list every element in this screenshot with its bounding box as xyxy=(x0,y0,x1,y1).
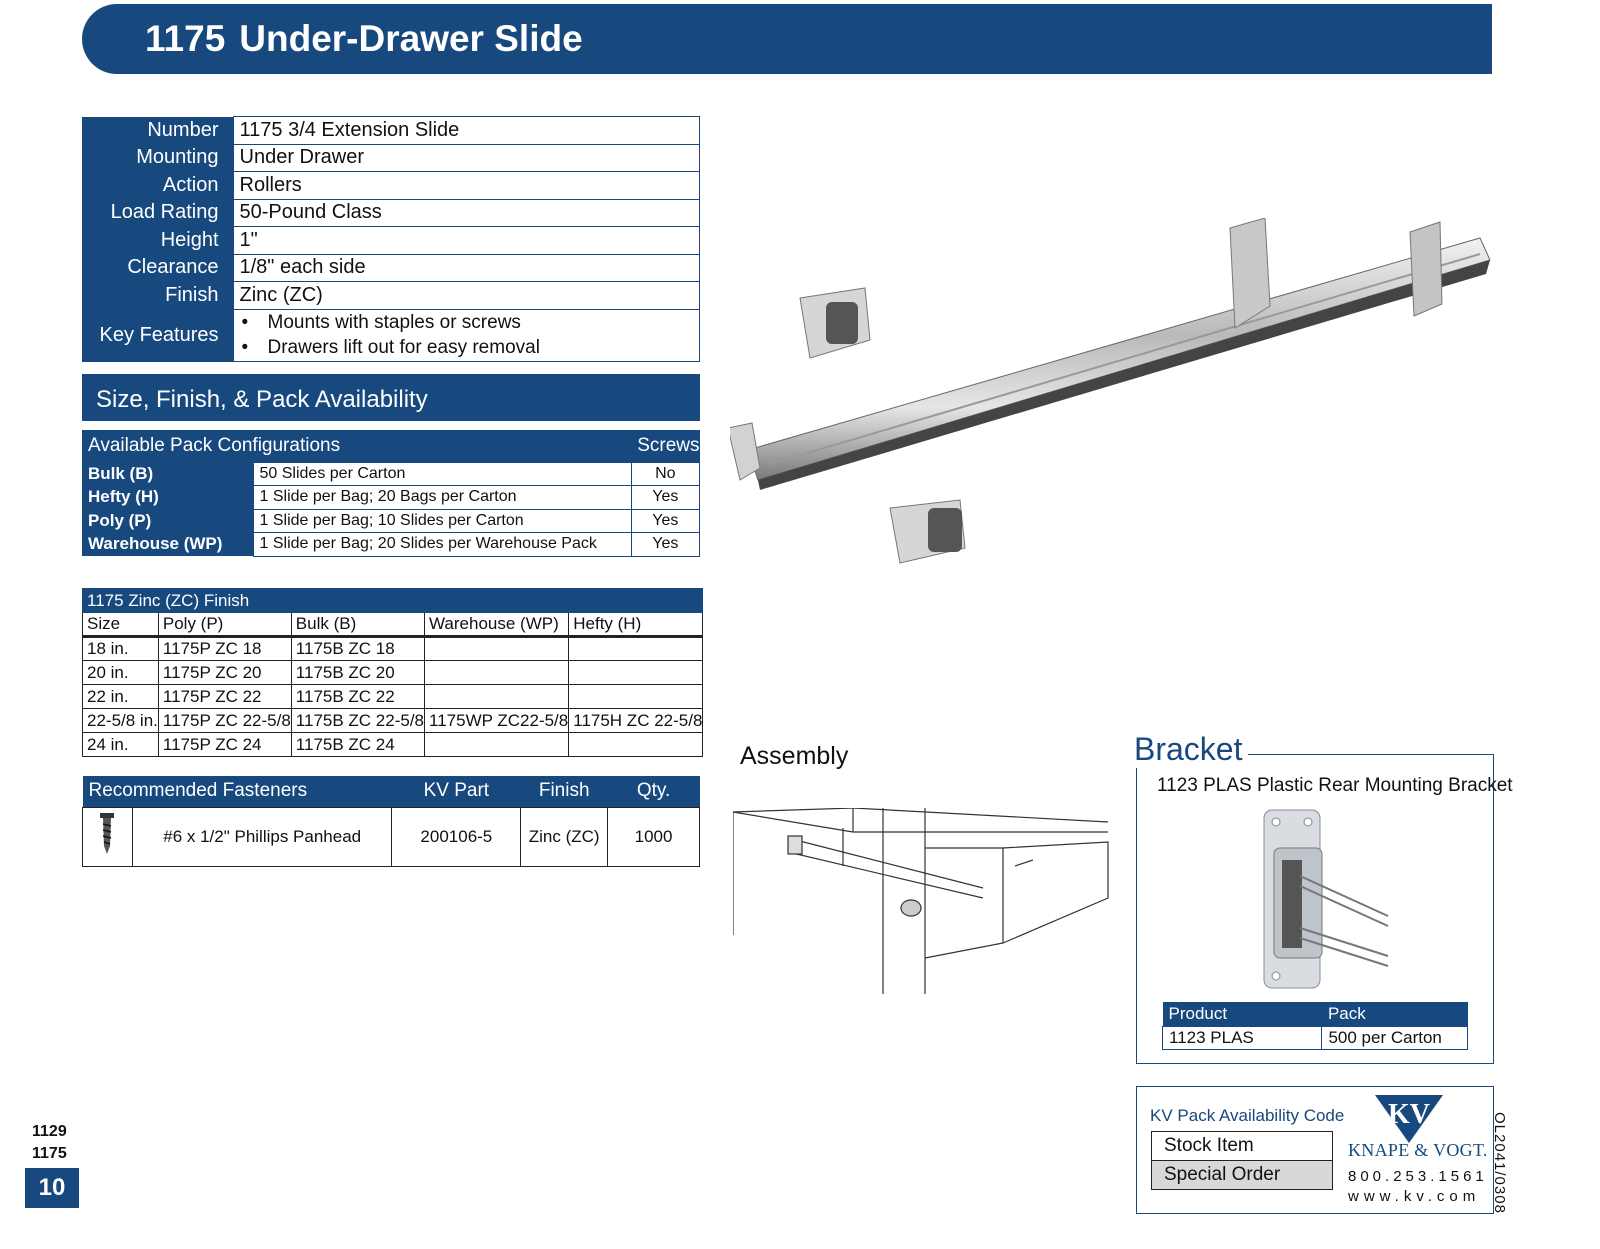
spec-value: 50-Pound Class xyxy=(233,199,700,227)
pack-table xyxy=(82,430,700,557)
table-cell: 1175B ZC 18 xyxy=(291,637,424,661)
table-cell xyxy=(425,661,569,685)
table-row xyxy=(83,807,700,866)
table-row xyxy=(83,637,703,661)
table-row xyxy=(83,685,703,709)
spec-label: Height xyxy=(82,227,233,255)
stock-item-label: Stock Item xyxy=(1152,1132,1333,1161)
availability-legend xyxy=(1151,1131,1333,1190)
fastener-part: 200106-5 xyxy=(392,807,521,866)
table-cell: 1175P ZC 24 xyxy=(158,733,291,757)
table-cell xyxy=(569,733,703,757)
table-cell xyxy=(425,637,569,661)
kv-code-title: KV Pack Availability Code xyxy=(1150,1106,1345,1125)
pack-desc: 50 Slides per Carton xyxy=(253,462,631,486)
column-header: Hefty (H) xyxy=(569,613,703,637)
spec-row xyxy=(82,254,700,282)
screw-icon xyxy=(83,807,133,866)
spec-label: Load Rating xyxy=(82,199,233,227)
table-cell xyxy=(569,637,703,661)
kv-part-header: KV Part xyxy=(392,776,521,807)
table-cell: 1175WP ZC22-5/8 xyxy=(425,709,569,733)
pack-screws: Yes xyxy=(631,533,699,557)
pack-name: Bulk (B) xyxy=(82,462,253,486)
page-title xyxy=(145,18,583,60)
spec-label: Key Features xyxy=(82,309,233,361)
spec-value: Rollers xyxy=(233,172,700,200)
column-header: Warehouse (WP) xyxy=(425,613,569,637)
table-cell: 22-5/8 in. xyxy=(83,709,159,733)
kv-logo-icon xyxy=(1375,1093,1443,1145)
pack-name: Warehouse (WP) xyxy=(82,533,253,557)
spec-table xyxy=(82,116,700,362)
qty-header: Qty. xyxy=(608,776,700,807)
column-header: Bulk (B) xyxy=(291,613,424,637)
spec-label: Action xyxy=(82,172,233,200)
column-header: Poly (P) xyxy=(158,613,291,637)
pack-desc: 1 Slide per Bag; 10 Slides per Carton xyxy=(253,509,631,533)
pack-desc: 1 Slide per Bag; 20 Slides per Warehouse Pack xyxy=(253,533,631,557)
screws-header: Screws xyxy=(631,430,699,462)
table-cell: 1175B ZC 20 xyxy=(291,661,424,685)
fastener-desc: #6 x 1/2" Phillips Panhead xyxy=(132,807,392,866)
fastener-finish: Zinc (ZC) xyxy=(521,807,608,866)
product-title: Under-Drawer Slide xyxy=(239,18,583,59)
legend-special xyxy=(1152,1161,1333,1190)
bracket-table xyxy=(1162,1002,1468,1050)
feature-item: • Mounts with staples or screws xyxy=(240,310,700,335)
table-row xyxy=(82,462,700,486)
pack-screws: Yes xyxy=(631,486,699,510)
slide-product-image xyxy=(730,218,1510,598)
bracket-pack: 500 per Carton xyxy=(1322,1026,1468,1049)
footer-ref-1175: 1175 xyxy=(32,1145,67,1162)
spec-row-key-features xyxy=(82,309,700,361)
column-header: Size xyxy=(83,613,159,637)
spec-value: Zinc (ZC) xyxy=(233,282,700,310)
table-row xyxy=(1163,1026,1468,1049)
spec-row xyxy=(82,282,700,310)
product-header: Product xyxy=(1163,1002,1322,1026)
key-features-list xyxy=(233,309,700,361)
kv-logo-text: KV xyxy=(1388,1099,1430,1130)
bracket-subtitle: 1123 PLAS Plastic Rear Mounting Bracket xyxy=(1157,775,1513,796)
section-title: Size, Finish, & Pack Availability xyxy=(96,386,428,413)
table-row xyxy=(82,533,700,557)
page-number: 10 xyxy=(25,1168,79,1208)
table-row xyxy=(82,486,700,510)
bracket-title: Bracket xyxy=(1134,731,1248,768)
spec-row xyxy=(82,199,700,227)
table-cell: 1175B ZC 22-5/8 xyxy=(291,709,424,733)
table-cell: 1175B ZC 22 xyxy=(291,685,424,709)
kv-brand: KNAPE & VOGT. xyxy=(1348,1140,1488,1160)
spec-label: Number xyxy=(82,117,233,145)
footer-ref-1129: 1129 xyxy=(32,1123,67,1140)
spec-value: 1/8" each side xyxy=(233,254,700,282)
table-cell: 1175P ZC 18 xyxy=(158,637,291,661)
table-cell: 20 in. xyxy=(83,661,159,685)
spec-label: Clearance xyxy=(82,254,233,282)
legend-stock xyxy=(1152,1132,1333,1161)
table-cell: 18 in. xyxy=(83,637,159,661)
table-cell: 1175P ZC 22 xyxy=(158,685,291,709)
assembly-illustration xyxy=(733,808,1111,994)
fasteners-header: Recommended Fasteners xyxy=(83,776,392,807)
spec-row xyxy=(82,227,700,255)
table-cell xyxy=(569,685,703,709)
fasteners-table xyxy=(82,776,700,867)
table-cell xyxy=(425,733,569,757)
spec-row xyxy=(82,117,700,145)
table-cell: 1175P ZC 22-5/8 xyxy=(158,709,291,733)
table-cell xyxy=(569,661,703,685)
table-cell xyxy=(425,685,569,709)
doc-code: OL2041/0308 xyxy=(1491,1112,1508,1214)
table-row xyxy=(83,733,703,757)
table-row xyxy=(83,661,703,685)
spec-label: Mounting xyxy=(82,144,233,172)
pack-header: Available Pack Configurations xyxy=(82,430,631,462)
table-cell: 1175P ZC 20 xyxy=(158,661,291,685)
finish-header: Finish xyxy=(521,776,608,807)
spec-row xyxy=(82,144,700,172)
assembly-label: Assembly xyxy=(740,742,849,770)
bracket-product: 1123 PLAS xyxy=(1163,1026,1322,1049)
kv-web: www.kv.com xyxy=(1348,1188,1481,1205)
pack-name: Poly (P) xyxy=(82,509,253,533)
pack-name: Hefty (H) xyxy=(82,486,253,510)
pack-header: Pack xyxy=(1322,1002,1468,1026)
zinc-title-spacer xyxy=(569,589,703,613)
pack-desc: 1 Slide per Bag; 20 Bags per Carton xyxy=(253,486,631,510)
zinc-finish-table xyxy=(82,588,703,757)
table-cell: 1175B ZC 24 xyxy=(291,733,424,757)
zinc-title: 1175 Zinc (ZC) Finish xyxy=(83,589,569,613)
product-number: 1175 xyxy=(145,18,226,59)
table-cell: 1175H ZC 22-5/8 xyxy=(569,709,703,733)
fastener-qty: 1000 xyxy=(608,807,700,866)
table-cell: 22 in. xyxy=(83,685,159,709)
bracket-image xyxy=(1260,808,1390,993)
table-row xyxy=(82,509,700,533)
spec-value: Under Drawer xyxy=(233,144,700,172)
table-cell: 24 in. xyxy=(83,733,159,757)
special-order-label: Special Order xyxy=(1152,1161,1333,1190)
table-row xyxy=(83,709,703,733)
pack-screws: Yes xyxy=(631,509,699,533)
spec-label: Finish xyxy=(82,282,233,310)
kv-phone: 800.253.1561 xyxy=(1348,1168,1488,1185)
spec-row xyxy=(82,172,700,200)
pack-screws: No xyxy=(631,462,699,486)
feature-item: • Drawers lift out for easy removal xyxy=(240,335,700,360)
spec-value: 1175 3/4 Extension Slide xyxy=(233,117,700,145)
spec-value: 1" xyxy=(233,227,700,255)
